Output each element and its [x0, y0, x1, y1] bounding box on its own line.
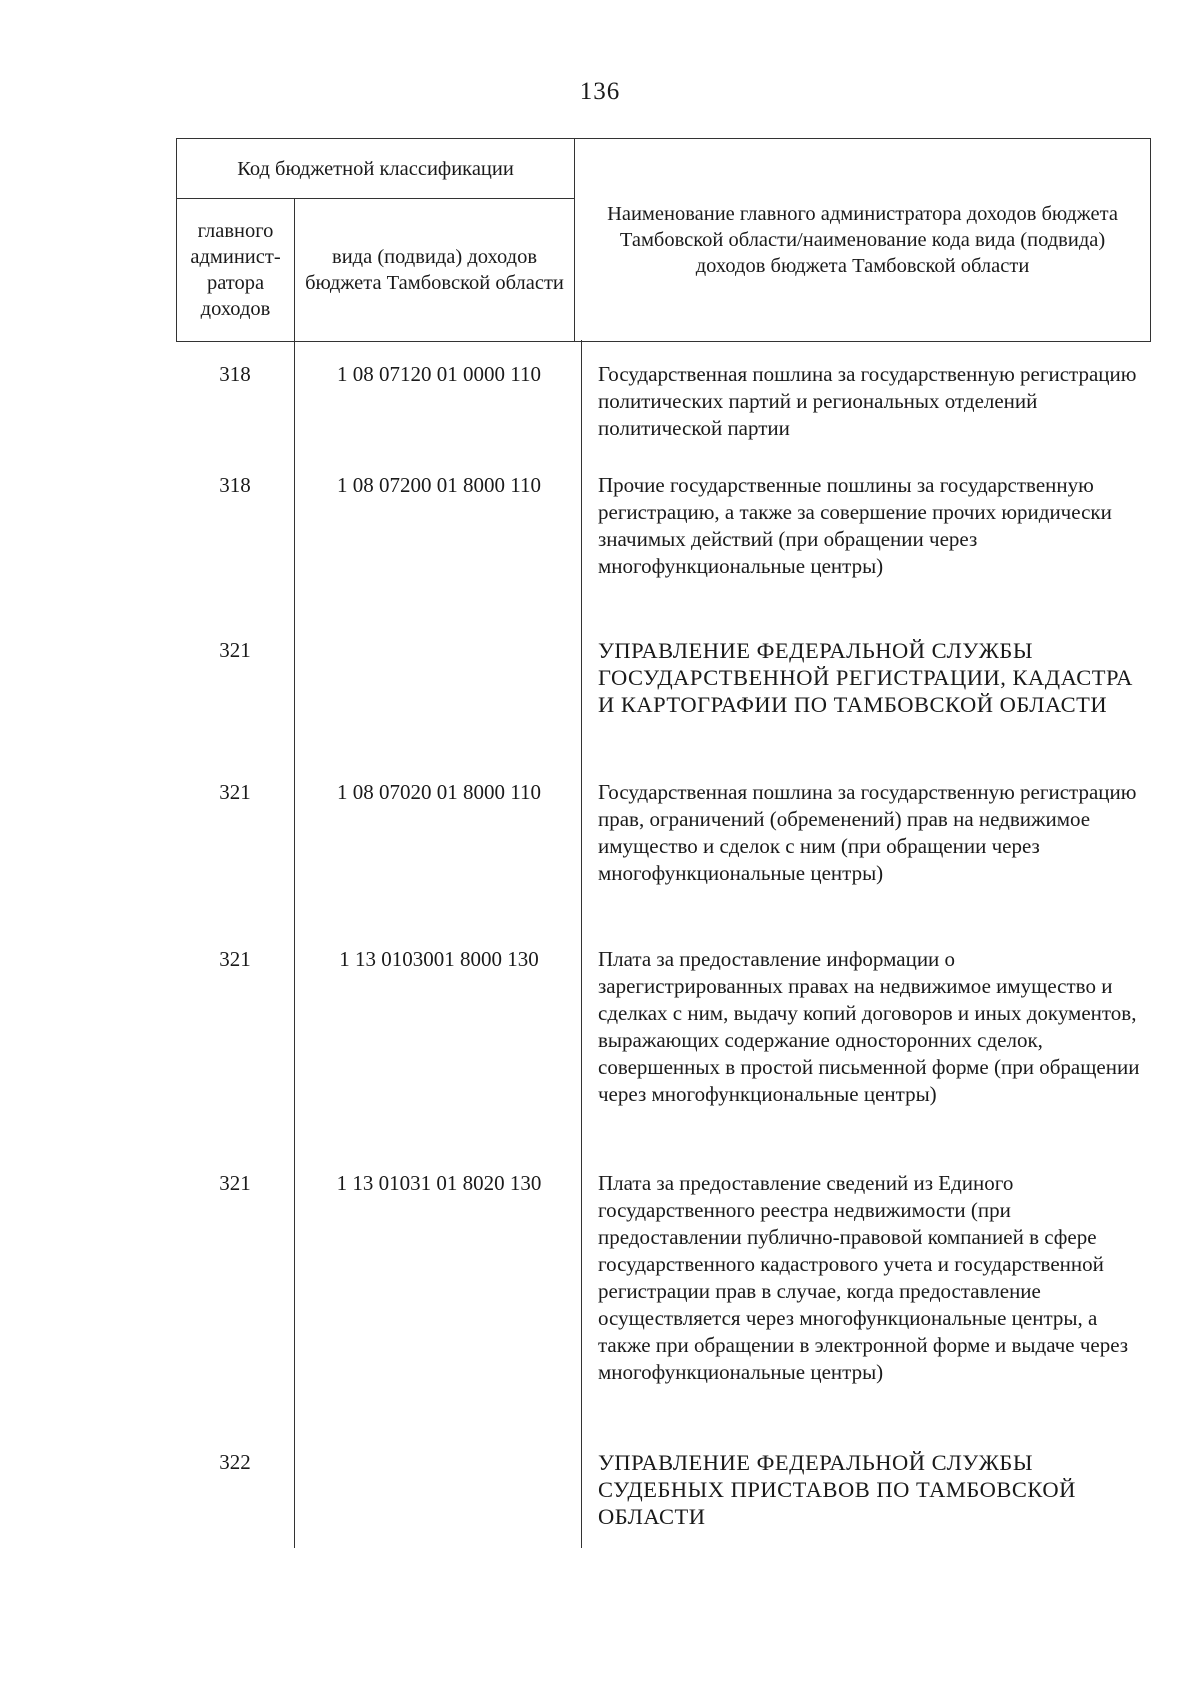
income-name: Прочие государственные пошлины за государственную регистрацию, а также за совершение прочих юридически значимых действий (при обращении через многофункциональные центры): [598, 473, 1112, 578]
income-name: Государственная пошлина за государственную регистрацию прав, ограничений (обременений) прав на недвижимое имущество и сделок с ним (при обращении через многофункциональные центры): [598, 780, 1137, 885]
income-name: Государственная пошлина за государственную регистрацию политических партий и региональных отделений политической партии: [598, 362, 1137, 440]
admin-code: 318: [219, 473, 251, 497]
table-header: [176, 138, 1151, 342]
column-divider: [294, 340, 295, 1548]
header-col-code: вида (подвида) доходов бюджета Тамбовской области: [295, 199, 575, 342]
admin-code: 321: [219, 947, 251, 971]
admin-code: 321: [219, 1171, 251, 1195]
page-number: 136: [579, 78, 621, 105]
column-divider: [581, 340, 582, 1548]
income-code: 1 13 0103001 8000 130: [339, 947, 539, 971]
header-col-admin: главного админист-ратора доходов: [177, 199, 295, 342]
income-name: Плата за предоставление сведений из Единого государственного реестра недвижимости (при предоставлении публично-правовой компанией в сфере государственного кадастрового учета и государственной регистрации прав в случае, когда предоставление осуществляется через многофункциональные центры, а также при обращении в электронной форме и выдаче через многофункциональные центры): [598, 1171, 1129, 1384]
administrator-name: УПРАВЛЕНИЕ ФЕДЕРАЛЬНОЙ СЛУЖБЫ СУДЕБНЫХ ПРИСТАВОВ ПО ТАМБОВСКОЙ ОБЛАСТИ: [598, 1450, 1076, 1529]
income-code: 1 08 07020 01 8000 110: [337, 780, 541, 804]
header-group-label: Код бюджетной классификации: [177, 139, 575, 199]
income-code: 1 08 07200 01 8000 110: [337, 473, 541, 497]
admin-code: 322: [219, 1450, 251, 1474]
admin-code: 318: [219, 362, 251, 386]
admin-code: 321: [219, 780, 251, 804]
income-name: Плата за предоставление информации о зарегистрированных правах на недвижимое имущество и сделках с ним, выдачу копий договоров и иных документов, выражающих содержание односторонних сделок, совершенных в простой письменной форме (при обращении через многофункциональные центры): [598, 947, 1140, 1106]
income-code: 1 08 07120 01 0000 110: [337, 362, 541, 386]
table-body: [176, 340, 1150, 1548]
admin-code: 321: [219, 638, 251, 662]
header-col-name: Наименование главного администратора доходов бюджета Тамбовской области/наименование кода вида (подвида) доходов бюджета Тамбовской области: [575, 139, 1151, 342]
administrator-name: УПРАВЛЕНИЕ ФЕДЕРАЛЬНОЙ СЛУЖБЫ ГОСУДАРСТВЕННОЙ РЕГИСТРАЦИИ, КАДАСТРА И КАРТОГРАФИИ ПО ТАМБОВСКОЙ ОБЛАСТИ: [598, 638, 1133, 717]
income-code: 1 13 01031 01 8020 130: [336, 1171, 542, 1195]
